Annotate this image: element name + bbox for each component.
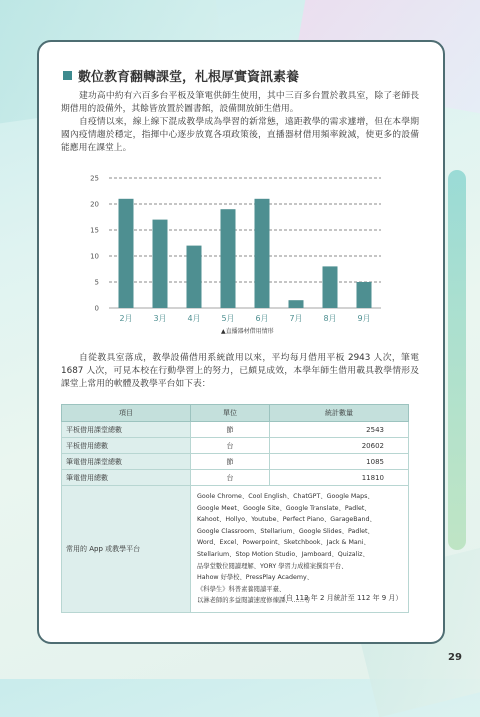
statistics-table (61, 404, 409, 613)
intro-paragraph: 自疫情以來，線上線下混成教學成為學習的新常態，遠距教學的需求遽增，但在本學期國內疫情趨於穩定，指揮中心逐步放寬各項政策後，直播器材借用頻率銳減，使更多的設備能應用在課堂上。 (61, 117, 419, 153)
row-item: 筆電借用總數 (62, 470, 191, 486)
bar (289, 300, 304, 308)
y-tick-label: 5 (94, 278, 99, 287)
row-item: 筆電借用課堂總數 (62, 454, 191, 470)
chart-caption: ▲直播器材借用情形 (221, 328, 274, 335)
bar-chart-svg (69, 166, 389, 336)
row-unit: 節 (191, 454, 270, 470)
section-heading (63, 66, 299, 85)
x-tick-label: 7月 (289, 314, 303, 323)
x-tick-label: 5月 (221, 314, 235, 323)
row-count: 20602 (270, 438, 409, 454)
body-paragraph: 自從教具室落成，教學設備借用系統啟用以來，平均每月借用平板 2943 人次，筆電 1687 人次，可見本校在行動學習上的努力，已頗見成效，本學年師生借用載具教學情形及課堂上常用的軟體及教學平台如下表： (61, 353, 419, 389)
apps-line: Stellarium、Stop Motion Studio、Jamboard、Quizaliz、 (197, 550, 369, 558)
bar (255, 199, 270, 308)
square-bullet-icon (63, 71, 72, 80)
apps-line: Kahoot、Hollyo、Youtube、Perfect Piano、GarageBand、 (197, 516, 376, 524)
apps-line: Google Meet、Google Site、Google Translate、Padlet、 (197, 504, 371, 512)
row-count: 11810 (270, 470, 409, 486)
y-tick-label: 25 (90, 174, 99, 183)
x-tick-label: 8月 (323, 314, 337, 323)
table-row (62, 438, 409, 454)
bar (323, 266, 338, 308)
apps-line: Google Classroom、Stellarium、Google Slides、Padlet、 (197, 527, 374, 535)
bar-chart (69, 166, 389, 336)
y-tick-label: 20 (90, 200, 99, 209)
table-row (62, 470, 409, 486)
intro-text (61, 90, 419, 155)
bar (357, 282, 372, 308)
y-tick-label: 15 (90, 226, 99, 235)
bar (187, 246, 202, 308)
apps-line: 品學堂數位閱讀理解、YORY 學習力成檔案撰寫平台、 (197, 562, 348, 570)
apps-line: 《科學生》科普素養閱讀平臺、 (197, 585, 286, 593)
apps-line: Word、Excel、Powerpoint、Sketchbook、Jack & Mani、 (197, 539, 370, 547)
y-tick-label: 0 (94, 304, 99, 313)
footnote: （自 112 年 2 月統計至 112 年 9 月） (279, 594, 403, 602)
apps-label: 常用的 App 或教學平台 (62, 486, 191, 613)
x-tick-label: 4月 (187, 314, 201, 323)
row-unit: 台 (191, 470, 270, 486)
content-card (37, 40, 445, 644)
x-tick-label: 3月 (153, 314, 167, 323)
header-count: 統計數量 (270, 405, 409, 422)
bar (119, 199, 134, 308)
apps-line: 以淋老師的多益閱讀速度修煉課、……等 (197, 597, 311, 605)
apps-line: Goole Chrome、Cool English、ChatGPT、Google Maps、 (197, 493, 374, 500)
header-unit: 單位 (191, 405, 270, 422)
decorative-stripe (448, 170, 466, 550)
row-unit: 台 (191, 438, 270, 454)
bar (221, 209, 236, 308)
apps-line: Hahow 好學校、PressPlay Academy、 (197, 574, 314, 582)
x-tick-label: 6月 (255, 314, 269, 323)
heading-text: 數位教育翻轉課堂，札根厚實資訊素養 (78, 70, 300, 85)
table-row (62, 454, 409, 470)
x-tick-label: 2月 (119, 314, 133, 323)
row-item: 平板借用課堂總數 (62, 422, 191, 438)
intro-paragraph: 建功高中約有六百多台平板及筆電供師生使用，其中三百多台置於教具室，除了老師長期借用的設備外，其餘皆放置於圖書館，設備開放師生借用。 (61, 91, 419, 114)
bar (153, 220, 168, 308)
row-count: 1085 (270, 454, 409, 470)
row-count: 2543 (270, 422, 409, 438)
y-tick-label: 10 (90, 252, 99, 261)
row-item: 平板借用總數 (62, 438, 191, 454)
table-row (62, 422, 409, 438)
table-header-row (62, 405, 409, 422)
header-item: 項目 (62, 405, 191, 422)
row-unit: 節 (191, 422, 270, 438)
x-tick-label: 9月 (357, 314, 371, 323)
page-number: 29 (448, 652, 462, 663)
body-text (61, 352, 419, 391)
